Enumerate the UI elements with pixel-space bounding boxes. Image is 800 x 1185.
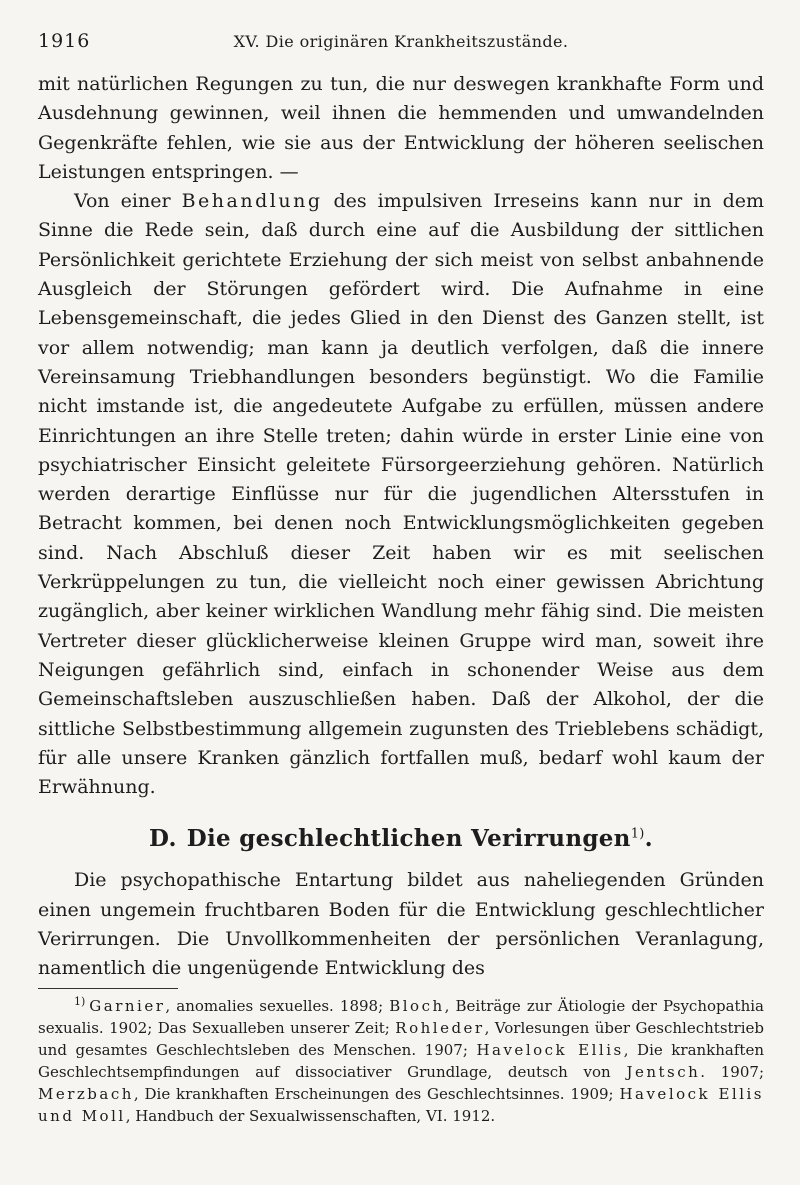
- section-heading: D. Die geschlechtlichen Verirrungen$^{1)}$.: [149, 825, 653, 853]
- footnote-reference: 1): [630, 826, 645, 842]
- body-text: [38, 70, 764, 984]
- footnote-text-5: . 1907;: [700, 1062, 764, 1081]
- section-title: Die geschlechtlichen Verirrungen: [186, 825, 631, 853]
- author-merzbach: Merzbach: [38, 1084, 134, 1103]
- paragraph-2-rest: des impulsiven Irreseins kann nur in dem Sinne die Rede sein, daß durch eine auf die Ausbildung der sittlichen Persönlichkeit gerichtete Erziehung der sich meist von selbst anbahnende Ausgleich der Störungen gefördert wird. Die Aufnahme in eine Lebensgemeinschaft, die jedes Glied in den Dienst des Ganzen stellt, ist vor allem notwendig; man kann ja deutlich verfolgen, daß die innere Vereinsamung Triebhandlungen besonders begünstigt. Wo die Familie nicht imstande ist, die angedeutete Aufgabe zu erfüllen, müssen andere Einrichtungen an ihre Stelle treten; dahin würde in erster Linie eine von psychiatrischer Einsicht geleitete Fürsorgeerziehung gehören. Natürlich werden derartige Einflüsse nur für die jugendlichen Altersstufen in Betracht kommen, bei denen noch Entwicklungsmöglichkeiten gegeben sind. Nach Abschluß dieser Zeit haben wir es mit seelischen Verkrüppelungen zu tun, die vielleicht noch einer gewissen Abrichtung zugänglich, aber keiner wirklichen Wandlung mehr fähig sind. Die meisten Vertreter dieser glücklicherweise kleinen Gruppe wird man, soweit ihre Neigungen gefährlich sind, einfach in schonender Weise aus dem Gemeinschaftsleben auszuschließen haben. Daß der Alkohol, der die sittliche Selbstbestimmung allgemein zugunsten des Trieblebens schädigt, für alle unsere Kranken gänzlich fortfallen muß, bedarf wohl kaum der Erwähnung.: [38, 190, 764, 799]
- footnote-text-6: , Die krankhaften Erscheinungen des Geschlechtsinnes. 1909;: [133, 1084, 620, 1103]
- page-number: 1916: [38, 30, 91, 52]
- author-jentsch: Jentsch: [626, 1062, 701, 1081]
- book-page: [38, 30, 764, 1127]
- footnote-divider: [38, 988, 178, 989]
- author-rohleder: Rohleder: [395, 1018, 485, 1037]
- paragraph-2: [38, 187, 764, 802]
- spaced-term-behandlung: Behandlung: [181, 190, 323, 213]
- footnote-text-4: , Die krankhaften Geschlechtsempfindungen auf dissociativer Grundlage, deutsch von: [38, 1040, 764, 1081]
- paragraph-1: mit natürlichen Regungen zu tun, die nur deswegen krankhafte Form und Ausdehnung gewinnen, weil ihnen die hemmenden und umwandelnden Gegenkräfte fehlen, wie sie aus der Entwicklung der höheren seelischen Leistungen entspringen. —: [38, 73, 764, 183]
- author-havelock-ellis: Havelock Ellis: [476, 1040, 624, 1059]
- footnote-text-3: , Vorlesungen über Geschlechtstrieb und gesamtes Geschlechtsleben des Menschen. 1907;: [38, 1018, 764, 1059]
- footnote: [38, 995, 764, 1127]
- paragraph-3: Die psychopathische Entartung bildet aus naheliegenden Gründen einen ungemein fruchtbaren Boden für die Entwicklung geschlechtlicher Verirrungen. Die Unvollkommenheiten der persönlichen Veranlagung, namentlich die ungenügende Entwicklung des: [38, 869, 764, 980]
- footnote-text-2: , Beiträge zur Ätiologie der Psychopathia sexualis. 1902; Das Sexualleben unserer Zeit;: [38, 996, 764, 1037]
- footnote-mark: 1): [74, 994, 86, 1008]
- footnote-text-1: , anomalies sexuelles. 1898;: [165, 996, 390, 1015]
- author-bloch: Bloch: [389, 996, 445, 1015]
- author-ellis-moll: Havelock Ellis und Moll: [38, 1084, 764, 1125]
- paragraph-2-start: Von einer: [74, 190, 182, 213]
- section-letter: D.: [149, 825, 177, 853]
- running-title: XV. Die originären Krankheitszustände.: [233, 32, 569, 51]
- footnote-text-7: , Handbuch der Sexualwissenschaften, VI. 1912.: [125, 1106, 496, 1125]
- author-garnier: Garnier: [89, 996, 166, 1015]
- page-header: [38, 30, 764, 60]
